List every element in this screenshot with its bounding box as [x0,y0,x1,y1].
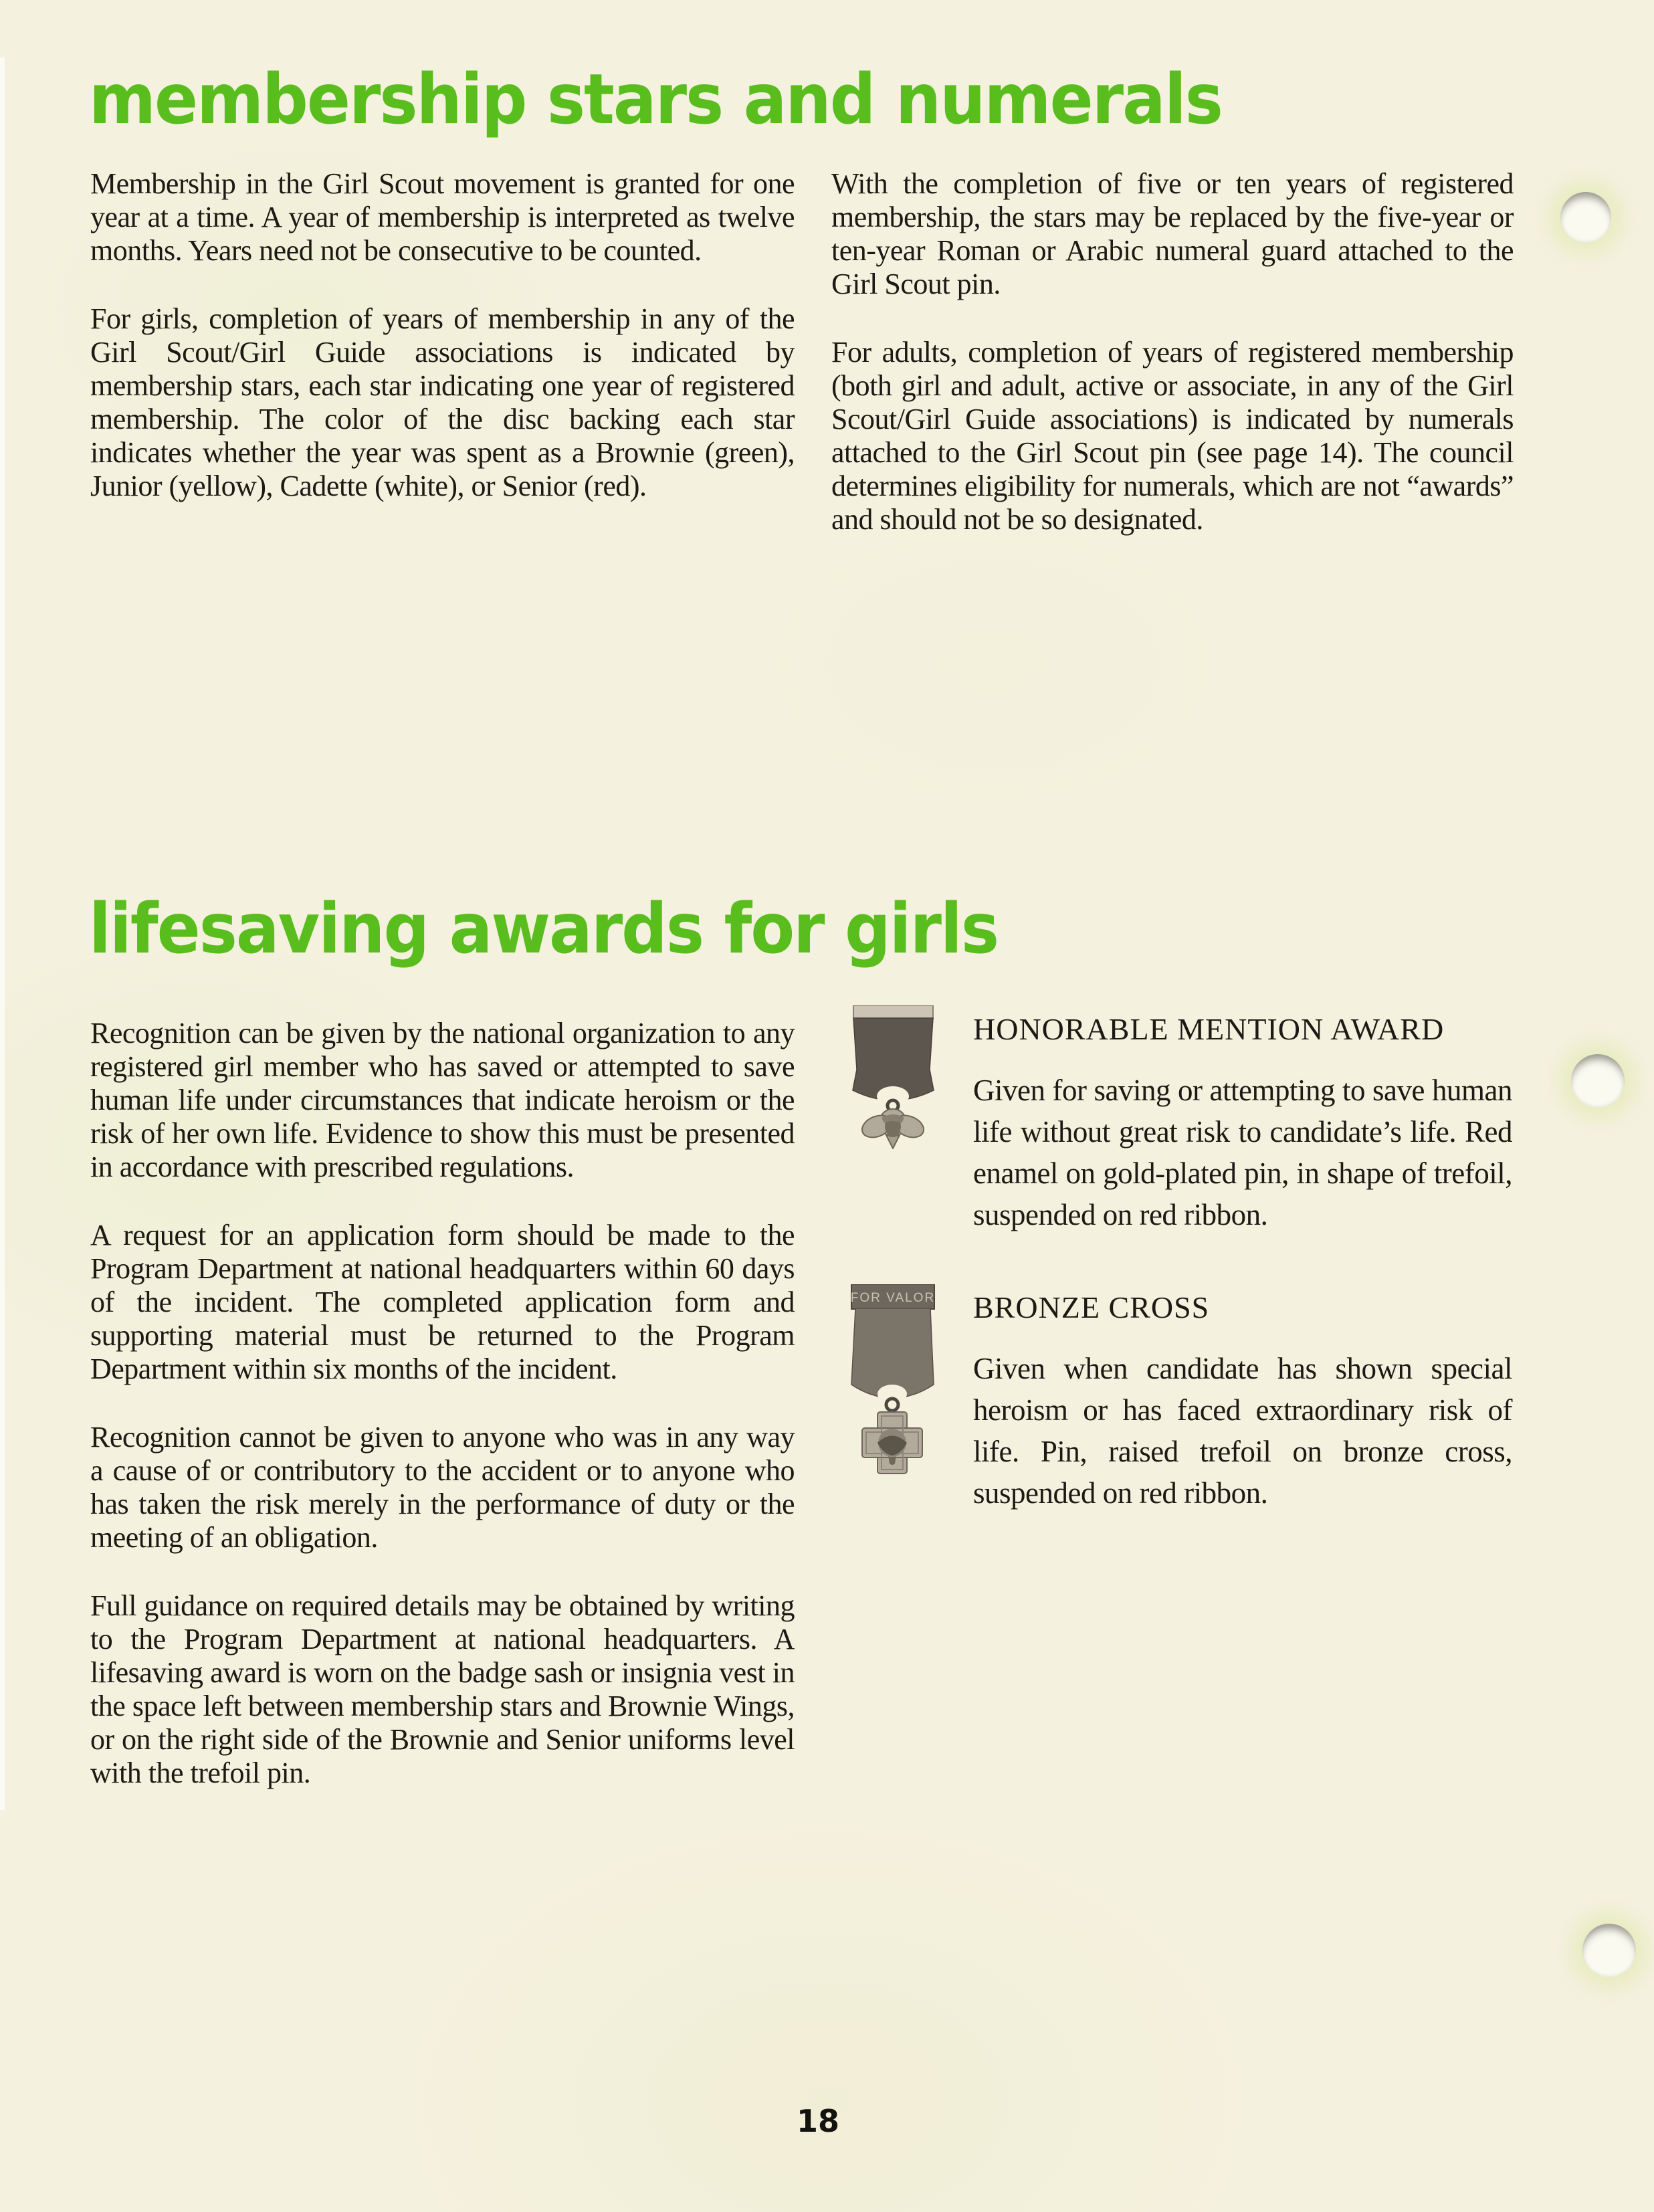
ribbon [851,1308,934,1398]
membership-section-heading: membership stars and numerals [89,59,1222,140]
honorable-mention-medal-image [848,1005,938,1149]
paragraph: For adults, completion of years of registered membership (both girl and adult, active or associate, in any of the Girl Scout/Girl Guide associations) is indicated by numerals attached to the Girl Scout pin (see page 14). The council determines eligibility for numerals, which are not “awards” and should not be so designated. [831,336,1514,536]
paragraph: Full guidance on required details may be obtained by writing to the Program Department at national headquarters. A lifesaving award is worn on the badge sash or insignia vest in the space left between membership stars and Brownie Wings, or on the right side of the Brownie and Senior uniforms level with the trefoil pin. [90,1589,795,1789]
cross-pin-icon [862,1412,922,1474]
award-title: BRONZE CROSS [973,1290,1210,1324]
punch-hole [1582,1924,1636,1977]
punch-hole [1560,192,1611,243]
paragraph: Recognition can be given by the national organization to any registered girl member who has saved or attempted to save human life under circumstances that indicate heroism or the risk of her own life. Evidence to show this must be presented in accordance with prescribed regulations. [90,1017,795,1183]
bronze-cross-medal-image [848,1284,938,1475]
ribbon-notch [877,1086,909,1106]
lifesaving-section-heading: lifesaving awards for girls [89,888,998,969]
trefoil-pin-icon [859,1109,927,1148]
award-title: HONORABLE MENTION AWARD [973,1012,1445,1046]
membership-right-column [831,167,1514,571]
lifesaving-left-column [90,1017,795,1825]
paragraph: Membership in the Girl Scout movement is granted for one year at a time. A year of membership is interpreted as twelve months. Years need not be consecutive to be counted. [90,167,795,267]
scan-edge-highlight [0,58,5,1810]
ribbon-notch [877,1385,907,1403]
ribbon-top-bar [853,1005,933,1019]
cross-medal-icon [848,1284,938,1475]
award-description: Given when candidate has shown special heroism or has faced extraordinary risk of life. Pin, raised trefoil on bronze cross, suspended on red ribbon. [973,1352,1512,1510]
award-description: Given for saving or attempting to save human life without great risk to candidate’s life. Red enamel on gold-plated pin, in shape of trefoil, suspended on red ribbon. [973,1074,1512,1231]
bronze-cross-award-block [973,1290,1512,1514]
paragraph: A request for an application form should be made to the Program Department at national headquarters within 60 days of the incident. The completed application form and supporting material must be returned to the Program Department within six months of the incident. [90,1219,795,1385]
paragraph: Recognition cannot be given to anyone who was in any way a cause of or contributory to the accident or to anyone who has taken the risk merely in the performance of duty or the meeting of an obligation. [90,1421,795,1554]
paragraph: With the completion of five or ten years of registered membership, the stars may be replaced by the five-year or ten-year Roman or Arabic numeral guard attached to the Girl Scout pin. [831,167,1514,300]
honorable-mention-award-block [973,1011,1512,1235]
punch-hole [1571,1054,1625,1108]
paragraph: For girls, completion of years of membership in any of the Girl Scout/Girl Guide associations is indicated by membership stars, each star indicating one year of registered membership. The color of the disc backing each star indicates whether the year was spent as a Brownie (green), Junior (yellow), Cadette (white), or Senior (red). [90,302,795,502]
trefoil-medal-icon [848,1005,938,1149]
ribbon-label: FOR VALOR [850,1291,936,1305]
membership-left-column [90,167,795,538]
page-number: 18 [796,2103,839,2139]
